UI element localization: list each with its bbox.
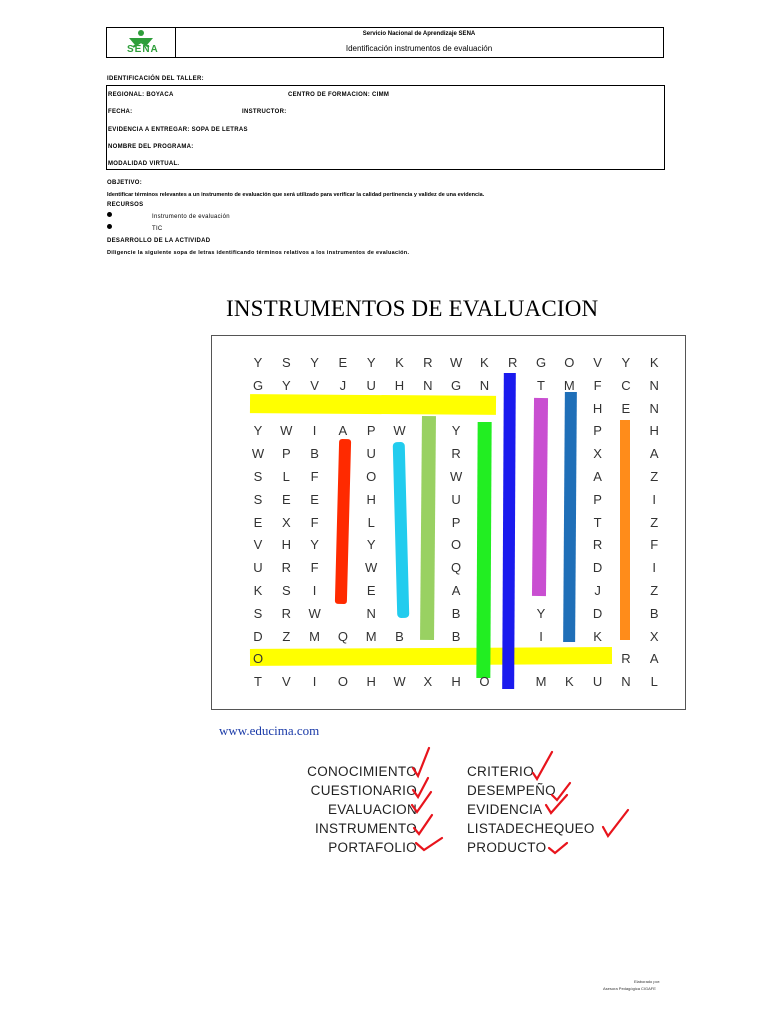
grid-cell: H [451, 674, 461, 690]
grid-cell: E [366, 583, 376, 598]
grid-cell: X [593, 446, 602, 462]
grid-cell: W [449, 355, 463, 370]
grid-cell: W [251, 446, 265, 462]
grid-cell: S [281, 583, 291, 598]
check-icon [552, 783, 570, 800]
resource-item: TIC [152, 226, 163, 232]
grid-cell: I [312, 423, 317, 439]
grid-cell: D [253, 628, 263, 644]
header-title: Identificación instrumentos de evaluación [345, 44, 493, 53]
grid-cell: G [451, 377, 462, 393]
check-icon [533, 752, 552, 779]
regional-field: REGIONAL: BOYACA [108, 92, 174, 98]
grid-cell: G [535, 355, 547, 370]
check-icon [414, 815, 432, 834]
grid-cell: H [281, 537, 291, 553]
grid-cell: P [593, 423, 602, 439]
grid-cell: V [253, 537, 263, 553]
check-icon [546, 795, 567, 813]
grid-cell: T [254, 674, 262, 690]
grid-cell: S [253, 605, 263, 621]
programa-field: NOMBRE DEL PROGRAMA: [108, 144, 194, 150]
grid-cell: F [650, 537, 659, 553]
grid-cell: N [649, 377, 659, 393]
grid-cell: X [649, 628, 659, 644]
grid-cell: K [395, 355, 404, 370]
puzzle-title: INSTRUMENTOS DE EVALUACION [226, 296, 599, 321]
check-icon [549, 843, 567, 853]
grid-cell: G [252, 377, 264, 393]
grid-cell: Q [451, 560, 462, 576]
grid-cell: Z [650, 583, 659, 598]
grid-cell: L [282, 469, 290, 484]
grid-cell: H [649, 423, 659, 439]
word-item: INSTRUMENTO [314, 821, 417, 836]
word-item: CONOCIMIENTO [307, 764, 417, 779]
grid-cell: B [649, 605, 659, 621]
resource-item: Instrumento de evaluación [152, 214, 230, 220]
grid-cell: R [281, 560, 291, 576]
workshop-section-label: IDENTIFICACIÓN DEL TALLER: [107, 76, 204, 82]
grid-cell: O [337, 674, 348, 690]
grid-cell: E [253, 514, 263, 530]
grid-cell: Y [310, 355, 319, 370]
grid-cell: N [423, 377, 433, 393]
grid-cell: M [563, 377, 575, 393]
grid-cell: C [621, 377, 631, 393]
grid-cell: O [451, 537, 462, 553]
grid-cell: K [564, 674, 574, 690]
grid-cell: V [281, 674, 291, 690]
grid-cell: P [281, 446, 291, 462]
grid-cell: Z [650, 469, 659, 484]
check-icon [603, 810, 628, 836]
grid-cell: Z [282, 628, 291, 644]
grid-cell: Y [281, 377, 291, 393]
word-item: EVALUACION [327, 802, 417, 817]
grid-cell: V [593, 355, 602, 370]
grid-cell: Y [253, 355, 263, 370]
activity-text: Diligencie la siguiente sopa de letras identificando términos relativos a los instrumentos de evaluación. [107, 250, 410, 256]
grid-cell: Q [337, 628, 348, 644]
grid-cell: B [451, 628, 461, 644]
grid-cell: U [253, 560, 263, 576]
grid-cell: W [308, 605, 321, 621]
grid-cell: P [593, 491, 602, 507]
grid-cell: P [366, 423, 376, 439]
grid-cell: E [310, 491, 319, 507]
grid-cell: W [449, 469, 463, 484]
grid-cell: A [593, 469, 602, 484]
grid-cell: D [592, 560, 603, 576]
instructor-field: INSTRUCTOR: [242, 109, 287, 115]
grid-cell: K [593, 628, 602, 644]
word-item: EVIDENCIA [467, 802, 543, 817]
grid-cell: B [451, 605, 461, 621]
grid-cell: R [451, 446, 461, 462]
grid-cell: W [280, 423, 293, 439]
grid-cell: P [451, 514, 461, 530]
check-icon [413, 778, 428, 797]
grid-cell: O [252, 651, 264, 667]
grid-cell: F [310, 514, 319, 530]
grid-cell: O [564, 355, 575, 370]
grid-cell: S [281, 355, 291, 370]
grid-cell: K [480, 355, 489, 370]
grid-cell: I [539, 628, 543, 644]
grid-cell: I [652, 560, 656, 576]
grid-cell: W [393, 674, 406, 690]
grid-cell: T [537, 377, 545, 393]
grid-cell: R [423, 355, 433, 370]
word-item: CUESTIONARIO [310, 783, 417, 798]
grid-cell: F [310, 560, 319, 576]
grid-cell: S [253, 491, 263, 507]
word-item: CRITERIO [467, 764, 534, 779]
grid-cell: N [479, 377, 490, 393]
grid-cell: J [339, 377, 347, 393]
grid-cell: R [592, 537, 603, 553]
word-item: PRODUCTO [467, 840, 547, 855]
grid-cell: A [338, 423, 348, 439]
grid-cell: N [649, 400, 659, 416]
grid-cell: T [593, 514, 602, 530]
grid-cell: U [592, 674, 603, 690]
grid-cell: Y [451, 423, 461, 439]
grid-cell: Y [621, 355, 631, 370]
grid-cell: F [310, 469, 319, 484]
grid-cell: N [621, 674, 631, 690]
footer-line-2: Asesora Pedagógica CIGAFE [603, 986, 656, 991]
grid-cell: E [281, 491, 291, 507]
grid-cell: A [451, 583, 461, 598]
grid-cell: Y [366, 355, 376, 370]
activity-label: DESARROLLO DE LA ACTIVIDAD [107, 238, 211, 244]
grid-cell: U [451, 491, 461, 507]
grid-cell: A [649, 446, 659, 462]
grid-cell: R [281, 605, 291, 621]
grid-cell: W [393, 423, 406, 439]
resources-label: RECURSOS [107, 202, 144, 208]
grid-cell: J [594, 583, 601, 598]
centro-field: CENTRO DE FORMACION: CIMM [288, 92, 390, 98]
grid-cell: B [310, 446, 319, 462]
grid-cell: H [366, 674, 376, 690]
grid-cell: Y [366, 537, 376, 553]
grid-cell: I [312, 583, 317, 598]
word-item: PORTAFOLIO [328, 840, 417, 855]
grid-cell: O [366, 469, 377, 484]
grid-cell: A [649, 651, 659, 667]
grid-cell: V [310, 377, 319, 393]
grid-cell: H [394, 377, 405, 393]
grid-cell: H [592, 400, 603, 416]
grid-cell: N [366, 605, 376, 621]
check-icon [412, 792, 431, 812]
grid-cell: K [253, 583, 263, 598]
footer-line-1: Elaborado por: [634, 979, 661, 984]
word-item: DESEMPEÑO [467, 783, 556, 798]
logo-text: SENA [127, 44, 159, 55]
objective-label: OBJETIVO: [107, 180, 143, 186]
grid-cell: L [367, 514, 375, 530]
grid-cell: U [366, 446, 376, 462]
check-icon [413, 748, 429, 776]
grid-cell: Y [536, 605, 546, 621]
grid-cell: Y [310, 537, 319, 553]
grid-cell: F [593, 377, 602, 393]
grid-cell: B [395, 628, 404, 644]
grid-cell: R [621, 651, 631, 667]
grid-cell: K [649, 355, 659, 370]
modalidad-field: MODALIDAD VIRTUAL. [108, 161, 180, 167]
grid-cell: M [309, 628, 321, 644]
word-item: LISTADECHEQUEO [467, 821, 595, 836]
grid-cell: W [365, 560, 378, 576]
check-icon [416, 838, 442, 850]
grid-cell: E [621, 400, 631, 416]
fecha-field: FECHA: [108, 109, 133, 115]
objective-text: Identificar términos relevantes a un instrumento de evaluación que será utilizado para verificar la calidad pertinencia y validez de una evidencia. [107, 192, 485, 198]
grid-cell: D [592, 605, 603, 621]
grid-cell: O [479, 674, 490, 690]
grid-cell: I [652, 491, 656, 507]
grid-cell: H [366, 491, 376, 507]
grid-cell: I [312, 674, 317, 690]
grid-cell: L [650, 674, 658, 690]
evidencia-field: EVIDENCIA A ENTREGAR: SOPA DE LETRAS [108, 127, 248, 133]
header-institution: Servicio Nacional de Aprendizaje SENA [362, 31, 476, 37]
grid-cell: Z [650, 514, 659, 530]
grid-cell: X [423, 674, 433, 690]
grid-cell: Y [253, 423, 263, 439]
grid-cell: M [535, 674, 547, 690]
grid-cell: U [366, 377, 376, 393]
source-link[interactable]: www.educima.com [219, 723, 320, 738]
grid-cell: E [338, 355, 348, 370]
grid-cell: M [365, 628, 377, 644]
grid-cell: X [281, 514, 291, 530]
grid-cell: S [253, 469, 263, 484]
grid-cell: R [507, 355, 518, 370]
